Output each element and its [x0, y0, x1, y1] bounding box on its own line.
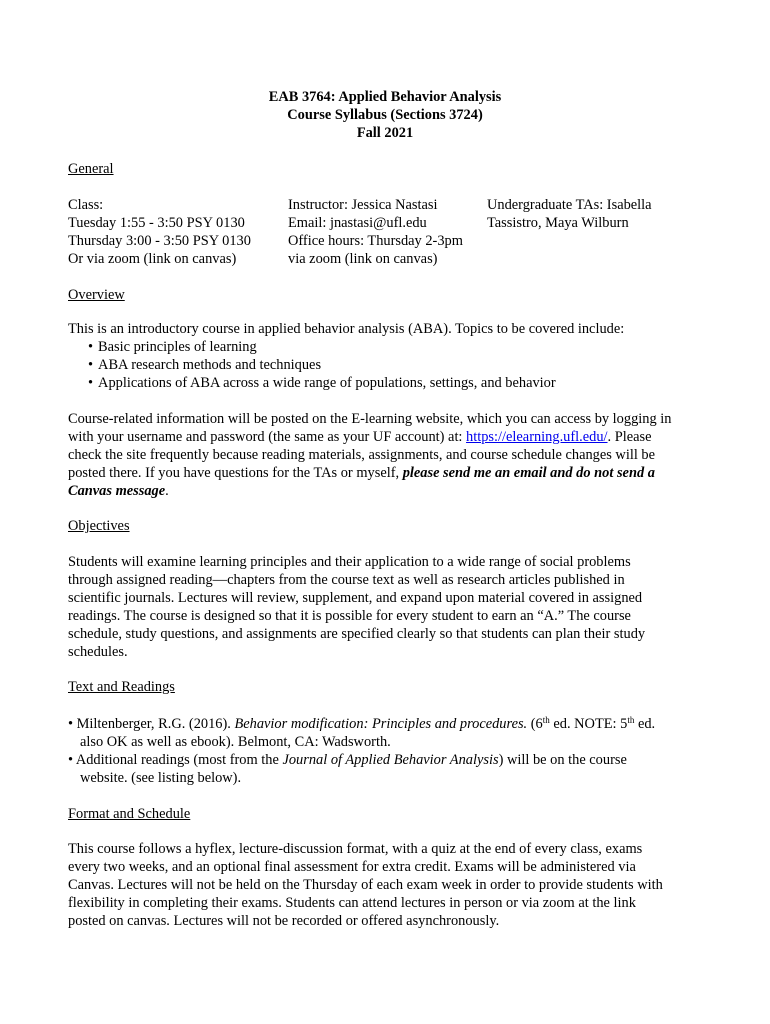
paragraph-line: This course follows a hyflex, lecture-discussion format, with a quiz at the end of every class, exams: [68, 841, 643, 857]
reading-item: [68, 751, 718, 769]
general-heading: General: [68, 161, 114, 177]
course-subtitle: Course Syllabus (Sections 3724): [287, 107, 483, 123]
paragraph-line: schedule, study questions, and assignments are specified clearly so that students can plan their study: [68, 626, 646, 642]
paragraph-line: readings. The course is designed so that it is possible for every student to earn an “A.” The course: [68, 608, 631, 624]
overview-intro: [68, 320, 708, 338]
reading-item-continued: website. (see listing below).: [80, 770, 242, 786]
elearning-paragraph: [68, 410, 708, 500]
reading-edition: ed.: [634, 716, 656, 732]
course-term: Fall 2021: [356, 125, 414, 141]
reading-citation: • Miltenberger, R.G. (2016).: [68, 716, 235, 732]
course-title: EAB 3764: Applied Behavior Analysis: [268, 89, 502, 105]
overview-heading: Overview: [68, 287, 125, 303]
paragraph-line: Canvas. Lectures will not be held on the Thursday of each exam week in order to provide students with: [68, 877, 663, 893]
paragraph-line: every two weeks, and an optional final assessment for extra credit. Exams will be administered via: [68, 859, 636, 875]
paragraph-line: Students will examine learning principles and their application to a wide range of social problems: [68, 554, 631, 570]
readings-list: [68, 715, 718, 787]
ta-info: [487, 196, 652, 232]
ta-line: Tassistro, Maya Wilburn: [487, 215, 629, 231]
class-line: Class:: [68, 197, 104, 213]
paragraph-text: with your username and password (the same as your UF account) at:: [68, 429, 467, 445]
paragraph-line: Course-related information will be posted on the E-learning website, which you can access by logging in: [68, 411, 672, 427]
paragraph-text: .: [165, 483, 169, 499]
ta-line: Undergraduate TAs: Isabella: [487, 197, 652, 213]
email-notice-emphasis: please send me an email and do not send a: [402, 465, 655, 481]
readings-heading: Text and Readings: [68, 679, 175, 695]
textbook-title: Behavior modification: Principles and procedures.: [234, 716, 528, 732]
canvas-message-emphasis: Canvas message: [68, 483, 166, 499]
topic-item: • Basic principles of learning: [88, 338, 556, 356]
paragraph-line: [68, 428, 708, 446]
instructor-line: via zoom (link on canvas): [288, 251, 438, 267]
reading-text: • Additional readings (most from the: [68, 752, 283, 768]
reading-item-continued: also OK as well as ebook). Belmont, CA: Wadsworth.: [80, 734, 391, 750]
superscript: th: [627, 715, 635, 725]
paragraph-line: scientific journals. Lectures will review, supplement, and expand upon material covered in assigned: [68, 590, 643, 606]
reading-edition: (6: [527, 716, 543, 732]
topic-item: • Applications of ABA across a wide range of populations, settings, and behavior: [88, 374, 556, 392]
elearning-link[interactable]: https://elearning.ufl.edu/: [466, 429, 608, 445]
objectives-paragraph: [68, 553, 708, 661]
format-heading: Format and Schedule: [68, 806, 191, 822]
class-line: Tuesday 1:55 - 3:50 PSY 0130: [68, 215, 245, 231]
document-header: [0, 88, 770, 142]
paragraph-line: [68, 464, 708, 482]
reading-text: ) will be on the course: [498, 752, 627, 768]
paragraph-line: posted on canvas. Lectures will not be recorded or offered asynchronously.: [68, 913, 500, 929]
format-paragraph: [68, 840, 708, 930]
class-line: Thursday 3:00 - 3:50 PSY 0130: [68, 233, 251, 249]
superscript: th: [542, 715, 550, 725]
journal-title: Journal of Applied Behavior Analysis: [282, 752, 499, 768]
paragraph-line: check the site frequently because reading materials, assignments, and course schedule changes will be: [68, 447, 656, 463]
topic-item: • ABA research methods and techniques: [88, 356, 556, 374]
paragraph-line: flexibility in completing their exams. Students can attend lectures in person or via zoom at the link: [68, 895, 636, 911]
topics-list: [88, 338, 556, 392]
instructor-line: Instructor: Jessica Nastasi: [288, 197, 438, 213]
paragraph-line: through assigned reading—chapters from the course text as well as research articles published in: [68, 572, 625, 588]
instructor-line: Email: jnastasi@ufl.edu: [288, 215, 427, 231]
paragraph-line: [68, 482, 708, 500]
class-line: Or via zoom (link on canvas): [68, 251, 237, 267]
paragraph-text: posted there. If you have questions for the TAs or myself,: [68, 465, 403, 481]
paragraph-text: . Please: [607, 429, 652, 445]
class-info: [68, 196, 251, 268]
reading-edition: ed. NOTE: 5: [549, 716, 628, 732]
reading-item: [68, 715, 718, 733]
instructor-info: [288, 196, 463, 268]
overview-intro-text: This is an introductory course in applied behavior analysis (ABA). Topics to be covered include:: [68, 321, 625, 337]
instructor-line: Office hours: Thursday 2-3pm: [288, 233, 463, 249]
objectives-heading: Objectives: [68, 518, 130, 534]
paragraph-line: schedules.: [68, 644, 128, 660]
